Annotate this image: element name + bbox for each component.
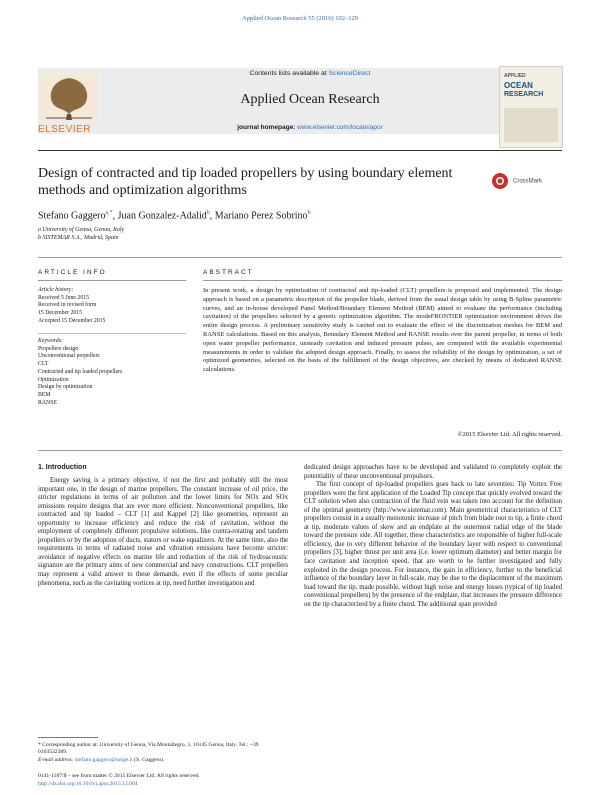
keywords-label: Keywords:: [38, 338, 63, 344]
abstract-end-rule: [38, 450, 562, 451]
history-item: Received in revised form: [38, 302, 97, 309]
article-history: [38, 287, 105, 326]
author-sup[interactable]: b: [307, 210, 311, 216]
journal-title: Applied Ocean Research: [240, 92, 380, 107]
contents-prefix: Contents lists available at: [249, 70, 327, 77]
history-label: Article history:: [38, 287, 74, 293]
author-name[interactable]: Stefano Gaggero: [38, 210, 106, 222]
crossmark-label: CrossMark: [513, 178, 543, 185]
section-rule: [38, 257, 562, 258]
contents-line: [110, 70, 510, 77]
paragraph: dedicated design approaches have to be developed and validated to completely exploit the potentiality of these unconventional propulsors.: [304, 464, 562, 480]
author-name[interactable]: Mariano Perez Sobrino: [214, 210, 308, 222]
doi-link[interactable]: http://dx.doi.org/10.1016/j.apor.2015.12.004: [38, 781, 138, 787]
cover-line1: APPLIED: [504, 73, 526, 79]
section-heading: 1. Introduction: [38, 464, 87, 471]
abstract-rule: [203, 280, 562, 281]
author-list: Stefano Gaggero$^{a,*}$, Juan Gonzalez-Adalid$^b$, Mariano Perez Sobrino$^b$: [38, 210, 311, 222]
affiliation: b SISTEMAR S.A., Madrid, Spain: [38, 235, 119, 241]
homepage-line: [110, 124, 510, 131]
footnote-rule: [38, 737, 98, 738]
publisher-name: ELSEVIER: [38, 124, 91, 135]
abstract-text: In present work, a design by optimization of contracted and tip-loaded (CLT) propellers is proposed and implemented. The design approach is based on a parametric description of the propeller blade, derived from the usual design table by using B-Spline parametric curves, and an in-house developed Panel Method/Boundary Element Method (BEM) aimed to evaluate the performance (including cavitation) of the propellers selected by a genetic optimization algorithm. The modeFRONTIER optimization environment drives the entire design process. A preliminary sensitivity study is carried out to evaluate the effect of the discretization meshes for BEM and RANSE calculations. Based on this analysis, Boundary Element Method and RANSE results over the parent propeller, in terms of both open water propeller performance, unsteady cavitation and induced pressure pulses, are compared with the available experimental measurements in order to validate the adopted design approach. Finally, to assess the reliability of the design by optimization, a set of optimized geometries, selected on the basis of the fulfillment of the design objectives, are checked by means of dedicated RANSE calculations.: [203, 287, 562, 374]
homepage-link[interactable]: www.elsevier.com/locate/apor: [297, 124, 383, 131]
keywords: [38, 338, 122, 407]
article-title: Design of contracted and tip loaded propellers by using boundary element methods and optimization algorithms: [38, 166, 453, 198]
elsevier-tree-logo: [36, 70, 102, 132]
info-divider: [38, 333, 186, 334]
author-sup[interactable]: b: [206, 210, 210, 216]
affiliation: a University of Genoa, Genoa, Italy: [38, 227, 125, 233]
author-name[interactable]: Juan Gonzalez-Adalid: [117, 210, 207, 222]
keyword: Unconventional propellers: [38, 353, 100, 360]
abstract-heading: ABSTRACT: [203, 269, 254, 276]
author-sup[interactable]: a,*: [105, 210, 113, 216]
cover-line3: RESEARCH: [504, 91, 544, 98]
keyword: Design by optimization: [38, 384, 93, 391]
email-link[interactable]: stefano.gaggero@unige.it: [75, 757, 133, 763]
history-item: 15 December 2015: [38, 310, 83, 317]
journal-citation[interactable]: Applied Ocean Research 55 (2016) 102–129: [241, 15, 359, 22]
article-info-heading: ARTICLE INFO: [38, 269, 107, 276]
cover-line2: OCEAN: [504, 81, 533, 90]
corresponding-author-note: * Corresponding author at: University of Genoa, Via Montallegro, 1, 16145 Genoa, Italy. Tel.: +39 0103532389.: [38, 742, 259, 755]
email-suffix: (S. Gaggero).: [134, 757, 165, 763]
paragraph: The first concept of tip-loaded propellers goes back to late seventies: Tip Vortex Free propellers were the first application of the Loaded Tip concept that quickly evolved toward the CLT solution when also contraction of the fluid vein was taken into account for the definition of the optimal geometry (http://www.sistemar.com). Main geometrical characteristics of CLT propellers consist in a usually monotonic increase of pitch from blade root to tip, a finite chord at tip, moderate values of skew and an endplate at the outermost radial edge of the blade toward the pressure side. All together, these characteristics are responsible of higher full-scale efficiency, due to very different behavior of the boundary layer with respect to conventional propellers [3], higher thrust per unit area (i.e. lower optimum diameter) and better margin for face cavitation and inception speed, that are worth to be further investigated and fully exploited in the design process. For instance, the gain in efficiency, further to the beneficial influence of the boundary layer in full-scale, may be due to the displacement of the maximum load toward the tip, made possible, without high noise and energy losses (typical of tip loaded conventional propellers) by the presence of the endplate, that increases the pressure difference on the tip characterized by a finite chord. The additional span provided: [304, 481, 562, 608]
copyright: ©2015 Elsevier Ltd. All rights reserved.: [457, 431, 562, 438]
keyword: CLT: [38, 361, 49, 368]
keyword: Propellers design: [38, 345, 79, 352]
history-item: Received 5 June 2015: [38, 294, 90, 301]
cover-illustration: [504, 108, 558, 142]
header-rule: [38, 150, 562, 151]
journal-cover: [499, 66, 563, 148]
body-left-column: [38, 477, 288, 588]
crossmark-icon: [491, 172, 509, 190]
sciencedirect-link[interactable]: ScienceDirect: [328, 70, 371, 77]
email-note: [38, 757, 288, 764]
keyword: BEM: [38, 391, 51, 398]
paragraph: Energy saving is a primary objective, if not the first and probably still the most important one, in the design of marine propellers. The constant increase of oil price, the stricter regulations in terms of air pollution and the lower limits for NOx and SOx emissions require designs that are ever more efficient. Nonconventional propellers, like contracted and tip loaded – CLT [1] and Kappel [2] like geometries, represent an opportunity to increase efficiency and reduce the risk of cavitation, without the employment of completely different propulsive solutions, like contra-rotating and tandem propellers or by the adoption of ducts, stators or wake equalizers. At the same time, also the requirements in terms of radiated noise and vibration emissions have become stricter: avoidance of negative effects on marine life and reduction of the risk of hydroacoustic signature are the primary aims of new commercial and navy constructions. CLT propellers may represent a valid answer to these demands, even if the effects of some peculiar phenomena, such as the cavitating vortices at tip, need further investigation and: [38, 477, 288, 587]
body-right-column: [304, 464, 562, 609]
crossmark-badge[interactable]: [491, 172, 561, 190]
keyword: Contracted and tip loaded propellers: [38, 368, 123, 375]
issn-line: 0141-1187/$ – see front matter © 2015 Elsevier Ltd. All rights reserved.: [38, 773, 200, 779]
email-label: E-mail address:: [38, 757, 74, 763]
article-info-rule: [38, 280, 186, 281]
history-item: Accepted 15 December 2015: [38, 317, 106, 324]
keyword: Optimization: [38, 376, 69, 383]
homepage-prefix: journal homepage:: [237, 124, 296, 131]
keyword: RANSE: [38, 399, 58, 406]
